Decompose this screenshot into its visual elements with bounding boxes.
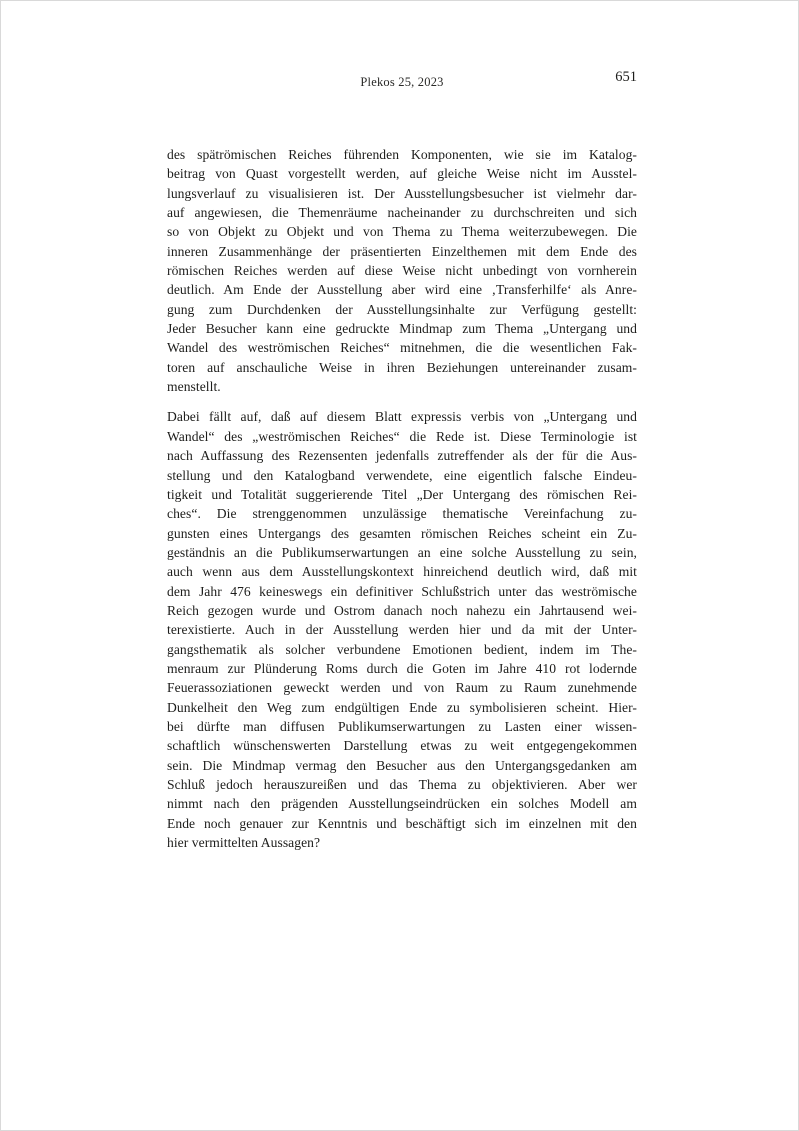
- text-line: Dabei fällt auf, daß auf diesem Blatt expressis verbis von „Untergang und: [167, 409, 637, 425]
- text-line: gung zum Durchdenken der Ausstellungsinhalte zur Verfügung gestellt:: [167, 301, 637, 317]
- text-line: Wandel des weströmischen Reiches“ mitnehmen, die die wesentlichen Fak-: [167, 340, 637, 356]
- text-line: stellung und den Katalogband verwendete, eine eigentlich falsche Eindeu-: [167, 467, 637, 483]
- text-line: terexistierte. Auch in der Ausstellung werden hier und da mit der Unter-: [167, 622, 637, 638]
- text-line: Dunkelheit den Weg zum endgültigen Ende zu symbolisieren scheint. Hier-: [167, 699, 637, 715]
- text-line: auch wenn aus dem Ausstellungskontext hinreichend deutlich wird, daß mit: [167, 564, 637, 580]
- text-line: nach Auffassung des Rezensenten jedenfalls zutreffender als der für die Aus-: [167, 448, 637, 464]
- text-line: Feuerassoziationen geweckt werden und von Raum zu Raum zunehmende: [167, 680, 637, 696]
- text-line: bei dürfte man diffusen Publikumserwartungen zu Lasten einer wissen-: [167, 718, 637, 734]
- text-line: so von Objekt zu Objekt und von Thema zu Thema weiterzubewegen. Die: [167, 224, 637, 240]
- running-title: Plekos 25, 2023: [360, 75, 444, 89]
- text-line: schaftlich wünschenswerten Darstellung etwas zu weit entgegengekommen: [167, 738, 637, 754]
- paragraph: [167, 407, 637, 852]
- text-line: geständnis an die Publikumserwartungen an eine solche Ausstellung zu sein,: [167, 544, 637, 560]
- paragraph: [167, 145, 637, 396]
- text-line: gangsthematik als solcher verbundene Emotionen bedient, indem im The-: [167, 641, 637, 657]
- text-line: des spätrömischen Reiches führenden Komponenten, wie sie im Katalog-: [167, 147, 637, 162]
- text-line: menraum zur Plünderung Roms durch die Goten im Jahre 410 rot lodernde: [167, 660, 637, 676]
- text-line: deutlich. Am Ende der Ausstellung aber wird eine ‚Transferhilfe‘ als Anre-: [167, 282, 637, 298]
- text-line: beitrag von Quast vorgestellt werden, auf gleiche Weise nicht im Ausstel-: [167, 166, 637, 182]
- text-line: auf angewiesen, die Themenräume nacheinander zu durchschreiten und sich: [167, 205, 637, 221]
- text-line: Wandel“ des „weströmischen Reiches“ die Rede ist. Diese Terminologie ist: [167, 428, 637, 444]
- text-block: [167, 145, 637, 863]
- text-line: inneren Zusammenhänge der präsentierten Einzelthemen mit dem Ende des: [167, 243, 637, 259]
- text-line: Schluß jedoch herauszureißen und das Thema zu objektivieren. Aber wer: [167, 777, 637, 792]
- text-line: Jeder Besucher kann eine gedruckte Mindmap zum Thema „Untergang und: [167, 321, 637, 337]
- text-line: hier vermittelten Aussagen?: [167, 835, 321, 851]
- text-line: menstellt.: [167, 379, 221, 395]
- text-line: Reich gezogen wurde und Ostrom danach noch nahezu ein Jahrtausend wei-: [167, 602, 637, 618]
- text-line: dem Jahr 476 keineswegs ein definitiver Schlußstrich unter das weströmische: [167, 583, 637, 599]
- text-line: ches“. Die strenggenommen unzulässige thematische Vereinfachung zu-: [167, 506, 637, 522]
- text-line: sein. Die Mindmap vermag den Besucher aus den Untergangsgedanken am: [167, 757, 637, 773]
- text-line: tigkeit und Totalität suggerierende Titel „Der Untergang des römischen Rei-: [167, 486, 637, 502]
- page-number: 651: [615, 69, 637, 85]
- text-line: nimmt nach den prägenden Ausstellungseindrücken ein solches Modell am: [167, 796, 637, 812]
- text-line: gunsten eines Untergangs des gesamten römischen Reiches scheint ein Zu-: [167, 525, 637, 541]
- text-line: toren auf anschauliche Weise in ihren Beziehungen untereinander zusam-: [167, 359, 637, 375]
- text-line: Ende noch genauer zur Kenntnis und beschäftigt sich im einzelnen mit den: [167, 815, 637, 831]
- text-line: römischen Reiches werden auf diese Weise nicht unbedingt von vornherein: [167, 263, 637, 279]
- text-line: lungsverlauf zu visualisieren ist. Der Ausstellungsbesucher ist vielmehr dar-: [167, 185, 637, 201]
- page-header: [167, 71, 637, 93]
